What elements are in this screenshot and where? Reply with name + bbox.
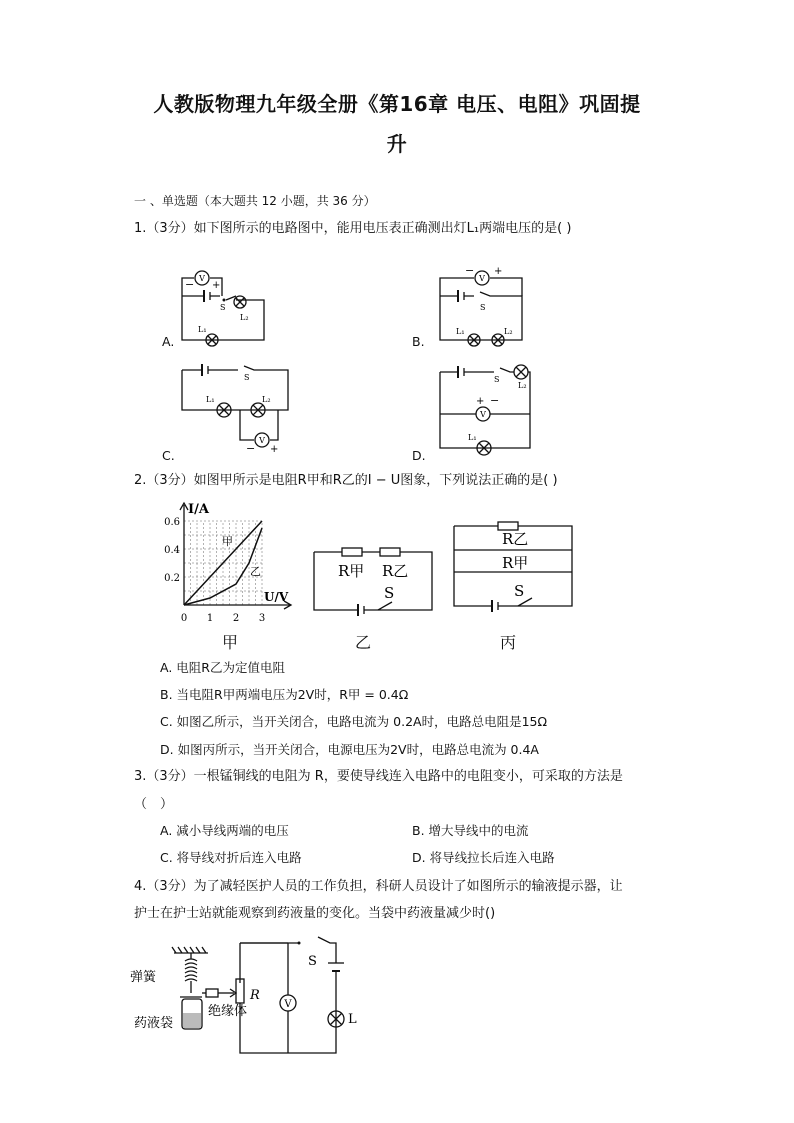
q2-option-a[interactable]: A. 电阻R乙为定值电阻 — [160, 660, 285, 675]
q3-option-a[interactable]: A. 减小导线两端的电压 — [160, 823, 289, 838]
q1-circuit-b — [418, 262, 528, 352]
svg-text:L₂: L₂ — [518, 381, 527, 390]
svg-text:−: − — [490, 394, 500, 407]
q3-option-d[interactable]: D. 将导线拉长后连入电路 — [412, 850, 555, 865]
svg-text:V: V — [259, 436, 265, 445]
q3-option-b[interactable]: B. 增大导线中的电流 — [412, 823, 529, 838]
curve-label-jia: 甲 — [222, 535, 233, 548]
fig-caption-jia: 甲 — [222, 633, 239, 652]
q3-text-line2: （ ） — [134, 797, 174, 812]
svg-text:V: V — [479, 274, 485, 283]
title-line-2: 升 — [386, 132, 408, 156]
svg-text:R乙: R乙 — [382, 562, 409, 580]
spring-label: 弹簧 — [130, 970, 157, 985]
svg-text:S: S — [244, 373, 250, 382]
title-line-1: 人教版物理九年级全册《第16章 电压、电阻》巩固提 — [153, 92, 641, 116]
svg-text:L₁: L₁ — [468, 433, 477, 442]
q2-text: 2.（3分）如图甲所示是电阻R甲和R乙的I − U图象，下列说法正确的是( ) — [134, 473, 558, 488]
svg-text:S: S — [514, 582, 525, 600]
curve-label-yi: 乙 — [250, 565, 261, 578]
svg-text:+: + — [212, 280, 221, 291]
svg-text:V: V — [284, 999, 292, 1010]
svg-text:R: R — [250, 988, 260, 1003]
q4-text-line2: 护士在护士站就能观察到药液量的变化。当袋中药液量减少时() — [134, 906, 496, 921]
section-header: 一 、单选题（本大题共 12 小题，共 36 分） — [134, 194, 376, 208]
circuit-yi — [310, 540, 440, 620]
q1-circuit-a — [160, 262, 270, 352]
q4-text-line1: 4.（3分）为了减轻医护人员的工作负担，科研人员设计了如图所示的输液提示器，让 — [134, 879, 623, 894]
svg-text:R甲: R甲 — [338, 562, 365, 580]
svg-text:S: S — [480, 303, 486, 312]
q2-option-b[interactable]: B. 当电阻R甲两端电压为2V时，R甲 = 0.4Ω — [160, 687, 409, 702]
infusion-circuit — [130, 935, 370, 1060]
iu-chart — [160, 497, 310, 632]
x-tick-label: 0 — [180, 613, 188, 624]
q1-circuit-c — [160, 358, 300, 458]
fig-caption-yi: 乙 — [355, 633, 372, 652]
q3-text-line1: 3.（3分）一根锰铜线的电阻为 R，要使导线连入电路中的电阻变小，可采取的方法是 — [134, 769, 623, 784]
q1-option-d[interactable]: D. — [412, 448, 426, 463]
svg-text:−: − — [246, 442, 256, 455]
x-tick-label: 2 — [232, 613, 240, 624]
q1-option-b[interactable]: B. — [412, 334, 425, 349]
bag-label: 药液袋 — [134, 1016, 174, 1031]
y-tick-label: 0.2 — [164, 573, 180, 584]
svg-text:V: V — [480, 410, 486, 419]
q1-text: 1.（3分）如下图所示的电路图中，能用电压表正确测出灯L₁两端电压的是( ) — [134, 221, 572, 236]
svg-text:S: S — [384, 584, 395, 602]
svg-text:L: L — [348, 1012, 357, 1027]
svg-text:S: S — [220, 303, 226, 312]
svg-text:−: − — [465, 264, 475, 277]
svg-text:+: + — [494, 266, 503, 277]
svg-text:+: + — [476, 396, 485, 407]
circuit-bing — [450, 516, 580, 616]
svg-text:R乙: R乙 — [502, 530, 529, 548]
svg-text:L₂: L₂ — [262, 395, 271, 404]
svg-text:R甲: R甲 — [502, 554, 529, 572]
document-title — [120, 84, 674, 164]
y-tick-label: 0.4 — [164, 545, 180, 556]
fig-caption-bing: 丙 — [500, 633, 517, 652]
svg-text:L₁: L₁ — [206, 395, 215, 404]
q2-option-d[interactable]: D. 如图丙所示，当开关闭合，电源电压为2V时，电路总电流为 0.4A — [160, 742, 539, 757]
svg-text:L₂: L₂ — [504, 327, 513, 336]
chart-ylabel: I/A — [188, 502, 209, 517]
q3-option-c[interactable]: C. 将导线对折后连入电路 — [160, 850, 302, 865]
q1-option-c[interactable]: C. — [162, 448, 175, 463]
x-tick-label: 3 — [258, 613, 266, 624]
svg-text:绝缘体: 绝缘体 — [208, 1004, 248, 1019]
voltmeter-label: V — [199, 274, 205, 283]
q2-option-c[interactable]: C. 如图乙所示，当开关闭合，电路电流为 0.2A时，电路总电阻是15Ω — [160, 714, 548, 729]
svg-text:−: − — [185, 278, 195, 291]
chart-xlabel: U/V — [264, 590, 289, 604]
svg-text:L₁: L₁ — [456, 327, 465, 336]
svg-text:L₂: L₂ — [240, 313, 249, 322]
svg-text:S: S — [308, 954, 317, 969]
x-tick-label: 1 — [206, 613, 214, 624]
q1-option-a[interactable]: A. — [162, 334, 175, 349]
svg-text:S: S — [494, 375, 500, 384]
svg-text:+: + — [270, 444, 279, 455]
y-tick-label: 0.6 — [164, 517, 180, 528]
svg-text:L₁: L₁ — [198, 325, 207, 334]
q1-circuit-d — [418, 358, 538, 458]
